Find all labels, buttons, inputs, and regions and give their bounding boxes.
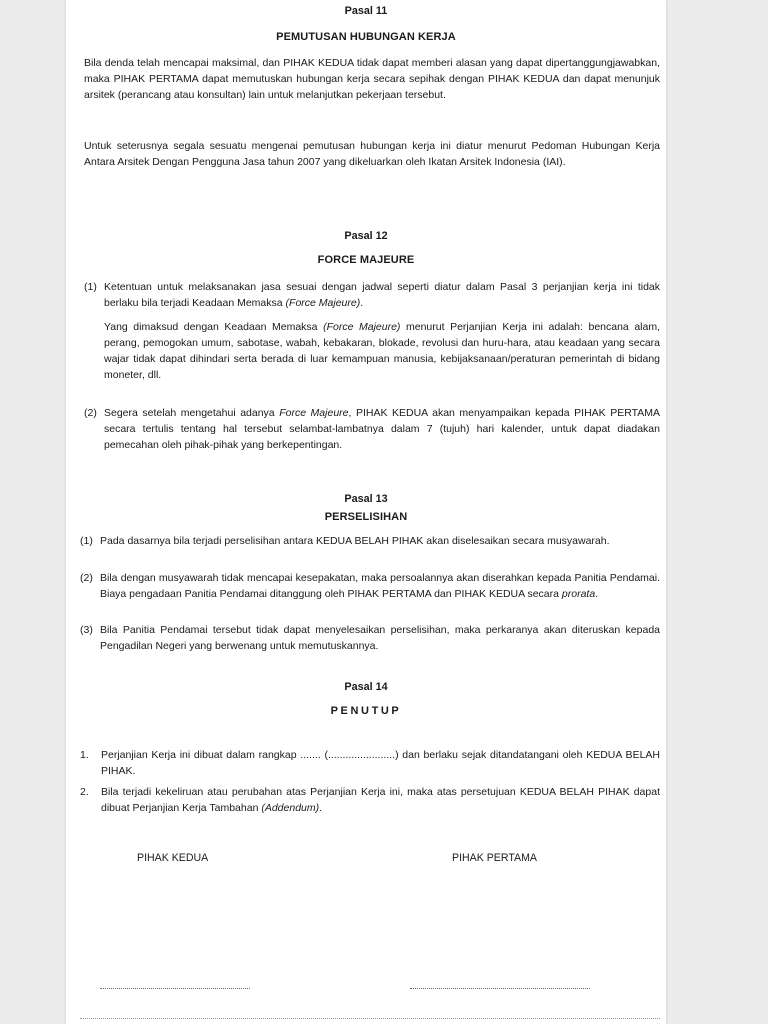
item-number: (2)	[80, 572, 93, 584]
item-number: (1)	[84, 281, 97, 293]
pasal-13-item-1	[80, 533, 660, 549]
item-number: (1)	[80, 535, 93, 547]
pasal-11-paragraph-1: Bila denda telah mencapai maksimal, dan PIHAK KEDUA tidak dapat memberi alasan yang dapat dipertanggungjawabkan, maka PIHAK PERTAMA dapat memutuskan hubungan kerja secara sepihak dengan PIHAK KEDUA dan dapat menunjuk arsitek (perancang atau konsultan) lain untuk melanjutkan pekerjaan tersebut.	[84, 57, 660, 101]
item-number: 2.	[80, 786, 89, 798]
item-number: (3)	[80, 624, 93, 636]
pasal-12-item-2	[84, 405, 660, 453]
signature-line-right	[410, 988, 590, 989]
pasal-14-heading: PENUTUP	[330, 705, 402, 717]
pasal-14-item-1	[80, 747, 660, 779]
item-text: Bila dengan musyawarah tidak mencapai kesepakatan, maka persoalannya akan diserahkan kepada Panitia Pendamai. Biaya pengadaan Panitia Pendamai ditanggung oleh PIHAK PERTAMA dan PIHAK KEDUA secara prorata.	[100, 572, 660, 600]
item-text: Segera setelah mengetahui adanya Force Majeure, PIHAK KEDUA akan menyampaikan kepada PIHAK PERTAMA secara tertulis tentang hal tersebut selambat-lambatnya dalam 7 (tujuh) hari kalender, untuk dapat diadakan pemecahan oleh pihak-pihak yang berkepentingan.	[104, 407, 660, 451]
item-text: Ketentuan untuk melaksanakan jasa sesuai dengan jadwal seperti diatur dalam Pasal 3 perjanjian kerja ini tidak berlaku bila terjadi Keadaan Memaksa (Force Majeure).	[104, 281, 660, 309]
item-text: Bila terjadi kekeliruan atau perubahan atas Perjanjian Kerja ini, maka atas persetujuan KEDUA BELAH PIHAK dapat dibuat Perjanjian Kerja Tambahan (Addendum).	[101, 786, 660, 814]
signature-label-pihak-pertama: PIHAK PERTAMA	[452, 852, 537, 864]
signature-label-pihak-kedua: PIHAK KEDUA	[137, 852, 209, 864]
item-subparagraph: Yang dimaksud dengan Keadaan Memaksa (Force Majeure) menurut Perjanjian Kerja ini adalah: bencana alam, perang, pemogokan umum, sabotase, wabah, kebakaran, blokade, revolusi dan huru-hara, atau keadaan yang secara wajar tidak dapat dihindari serta berada di luar kemampuan manusia, kebijaksanaan/peraturan pemerintah di bidang moneter, dll.	[104, 321, 661, 381]
item-text: Perjanjian Kerja ini dibuat dalam rangkap ....... (.......................) dan berlaku sejak ditandatangani oleh KEDUA BELAH PIHAK.	[101, 749, 660, 777]
page-bottom-divider	[80, 1018, 660, 1019]
pasal-13-item-2	[80, 570, 660, 602]
item-text: Bila Panitia Pendamai tersebut tidak dapat menyelesaikan perselisihan, maka perkaranya akan diteruskan kepada Pengadilan Negeri yang berwenang untuk memutuskannya.	[100, 624, 660, 652]
signature-line-left	[100, 988, 250, 989]
pasal-12-item-1	[84, 279, 660, 383]
document-page	[66, 0, 666, 1024]
item-number: (2)	[84, 407, 97, 419]
pasal-11-title: Pasal 11	[344, 5, 388, 17]
pasal-12-title: Pasal 12	[344, 230, 388, 242]
pasal-11-heading: PEMUTUSAN HUBUNGAN KERJA	[276, 31, 456, 43]
pasal-13-heading: PERSELISIHAN	[324, 511, 408, 523]
pasal-14-title: Pasal 14	[344, 681, 388, 693]
pasal-11-paragraph-2: Untuk seterusnya segala sesuatu mengenai pemutusan hubungan kerja ini diatur menurut Pedoman Hubungan Kerja Antara Arsitek Dengan Pengguna Jasa tahun 2007 yang dikeluarkan oleh Ikatan Arsitek Indonesia (IAI).	[84, 140, 660, 168]
item-number: 1.	[80, 749, 89, 761]
item-text: Pada dasarnya bila terjadi perselisihan antara KEDUA BELAH PIHAK akan diselesaikan secara musyawarah.	[100, 535, 610, 547]
pasal-13-item-3	[80, 622, 660, 654]
pasal-12-heading: FORCE MAJEURE	[317, 254, 415, 266]
pasal-13-title: Pasal 13	[344, 493, 388, 505]
pasal-14-item-2	[80, 784, 660, 816]
